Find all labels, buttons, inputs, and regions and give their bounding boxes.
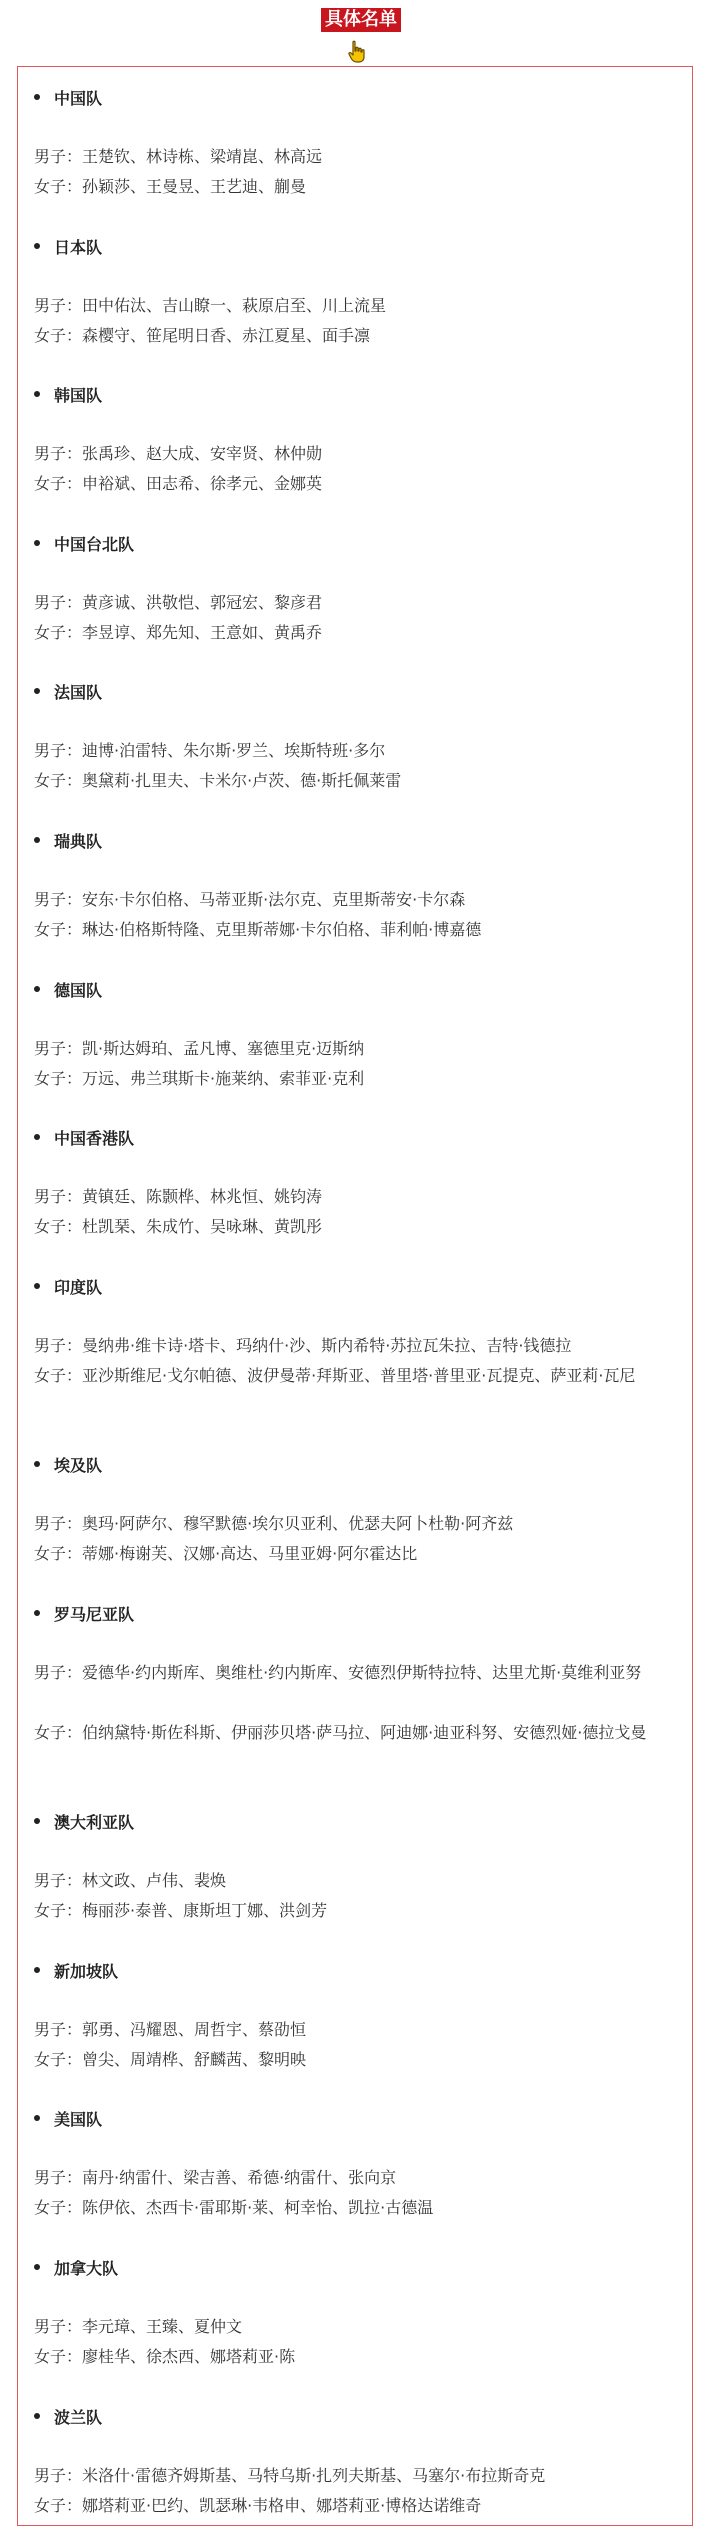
men-roster: 男子：凯·斯达姆珀、孟凡博、塞德里克·迈斯纳 — [34, 1039, 365, 1058]
women-roster: 女子：梅丽莎·泰普、康斯坦丁娜、洪剑芳 — [34, 1901, 328, 1920]
team-heading — [34, 379, 102, 409]
team-name: 美国队 — [54, 2109, 103, 2129]
team-heading — [34, 2252, 118, 2282]
bullet-icon — [34, 1610, 40, 1616]
men-roster: 男子：米洛什·雷德齐姆斯基、马特乌斯·扎列夫斯基、马塞尔·布拉斯奇克 — [34, 2466, 546, 2485]
team-name: 中国香港队 — [54, 1128, 135, 1148]
men-roster: 男子：爱德华·约内斯库、奥维杜·约内斯库、安德烈伊斯特拉特、达里尤斯·莫维利亚努 — [34, 1663, 642, 1682]
team-name: 中国台北队 — [54, 534, 135, 554]
men-roster: 男子：李元璋、王臻、夏仲文 — [34, 2317, 243, 2336]
team-heading — [34, 528, 134, 558]
men-roster: 男子：田中佑汰、吉山瞭一、萩原启至、川上流星 — [34, 296, 387, 315]
men-roster: 男子：奥玛·阿萨尔、穆罕默德·埃尔贝亚利、优瑟夫阿卜杜勒·阿齐兹 — [34, 1514, 514, 1533]
section-title-badge: 具体名单 — [321, 8, 401, 32]
men-roster: 男子：林文政、卢伟、裴焕 — [34, 1871, 227, 1890]
women-roster: 女子：曾尖、周靖桦、舒麟茜、黎明映 — [34, 2050, 307, 2069]
team-name: 瑞典队 — [54, 831, 103, 851]
roster-panel — [17, 66, 693, 2526]
men-roster: 男子：黄镇廷、陈颢桦、林兆恒、姚钧涛 — [34, 1187, 323, 1206]
team-heading — [34, 1955, 118, 1985]
men-roster: 男子：郭勇、冯耀恩、周哲宇、蔡劭恒 — [34, 2020, 307, 2039]
bullet-icon — [34, 2264, 40, 2270]
women-roster: 女子：伯纳黛特·斯佐科斯、伊丽莎贝塔·萨马拉、阿迪娜·迪亚科努、安德烈娅·德拉戈曼 — [34, 1723, 647, 1742]
women-roster: 女子：蒂娜·梅谢芙、汉娜·高达、马里亚姆·阿尔霍达比 — [34, 1544, 418, 1563]
women-roster: 女子：森樱守、笹尾明日香、赤江夏星、面手凛 — [34, 326, 371, 345]
women-roster: 女子：奥黛莉·扎里夫、卡米尔·卢茨、德·斯托佩莱雷 — [34, 771, 402, 790]
men-roster: 男子：曼纳弗·维卡诗·塔卡、玛纳什·沙、斯内希特·苏拉瓦朱拉、吉特·钱德拉 — [34, 1336, 572, 1355]
bullet-icon — [34, 94, 40, 100]
bullet-icon — [34, 391, 40, 397]
pointing-hand-icon — [346, 40, 368, 64]
bullet-icon — [34, 1967, 40, 1973]
header — [0, 0, 715, 66]
team-name: 韩国队 — [54, 385, 103, 405]
bullet-icon — [34, 243, 40, 249]
team-name: 法国队 — [54, 682, 103, 702]
team-name: 波兰队 — [54, 2407, 103, 2427]
bullet-icon — [34, 1134, 40, 1140]
men-roster: 男子：黄彦诚、洪敬恺、郭冠宏、黎彦君 — [34, 593, 323, 612]
bullet-icon — [34, 2413, 40, 2419]
men-roster: 男子：王楚钦、林诗栋、梁靖崑、林高远 — [34, 147, 323, 166]
team-name: 澳大利亚队 — [54, 1812, 135, 1832]
bullet-icon — [34, 837, 40, 843]
team-heading — [34, 1271, 102, 1301]
women-roster: 女子：万远、弗兰琪斯卡·施莱纳、索菲亚·克利 — [34, 1069, 365, 1088]
team-name: 埃及队 — [54, 1455, 103, 1475]
bullet-icon — [34, 688, 40, 694]
bullet-icon — [34, 986, 40, 992]
women-roster: 女子：陈伊依、杰西卡·雷耶斯·莱、柯幸怡、凯拉·古德温 — [34, 2198, 434, 2217]
team-heading — [34, 974, 102, 1004]
men-roster: 男子：迪博·泊雷特、朱尔斯·罗兰、埃斯特班·多尔 — [34, 741, 386, 760]
team-heading — [34, 2103, 102, 2133]
team-name: 加拿大队 — [54, 2258, 119, 2278]
women-roster: 女子：李昱谆、郑先知、王意如、黄禹乔 — [34, 623, 323, 642]
team-heading — [34, 1598, 134, 1628]
men-roster: 男子：南丹·纳雷什、梁吉善、希德·纳雷什、张向京 — [34, 2168, 397, 2187]
team-heading — [34, 82, 102, 112]
women-roster: 女子：申裕斌、田志希、徐孝元、金娜英 — [34, 474, 323, 493]
women-roster: 女子：琳达·伯格斯特隆、克里斯蒂娜·卡尔伯格、菲利帕·博嘉德 — [34, 920, 482, 939]
women-roster: 女子：杜凯琹、朱成竹、吴咏琳、黄凯彤 — [34, 1217, 323, 1236]
bullet-icon — [34, 1818, 40, 1824]
team-heading — [34, 231, 102, 261]
team-name: 新加坡队 — [54, 1961, 119, 1981]
team-name: 印度队 — [54, 1277, 103, 1297]
bullet-icon — [34, 1283, 40, 1289]
women-roster: 女子：亚沙斯维尼·戈尔帕德、波伊曼蒂·拜斯亚、普里塔·普里亚·瓦提克、萨亚莉·瓦尼 — [34, 1366, 636, 1385]
team-name: 中国队 — [54, 88, 103, 108]
team-heading — [34, 825, 102, 855]
bullet-icon — [34, 540, 40, 546]
men-roster: 男子：安东·卡尔伯格、马蒂亚斯·法尔克、克里斯蒂安·卡尔森 — [34, 890, 466, 909]
team-heading — [34, 1449, 102, 1479]
women-roster: 女子：孙颖莎、王曼昱、王艺迪、蒯曼 — [34, 177, 307, 196]
team-name: 德国队 — [54, 980, 103, 1000]
bullet-icon — [34, 2115, 40, 2121]
team-heading — [34, 676, 102, 706]
team-heading — [34, 1806, 134, 1836]
team-heading — [34, 2401, 102, 2431]
bullet-icon — [34, 1461, 40, 1467]
team-name: 日本队 — [54, 237, 103, 257]
team-heading — [34, 1122, 134, 1152]
women-roster: 女子：娜塔莉亚·巴约、凯瑟琳·韦格申、娜塔莉亚·博格达诺维奇 — [34, 2496, 482, 2515]
men-roster: 男子：张禹珍、赵大成、安宰贤、林仲勋 — [34, 444, 323, 463]
team-name: 罗马尼亚队 — [54, 1604, 135, 1624]
women-roster: 女子：廖桂华、徐杰西、娜塔莉亚·陈 — [34, 2347, 296, 2366]
